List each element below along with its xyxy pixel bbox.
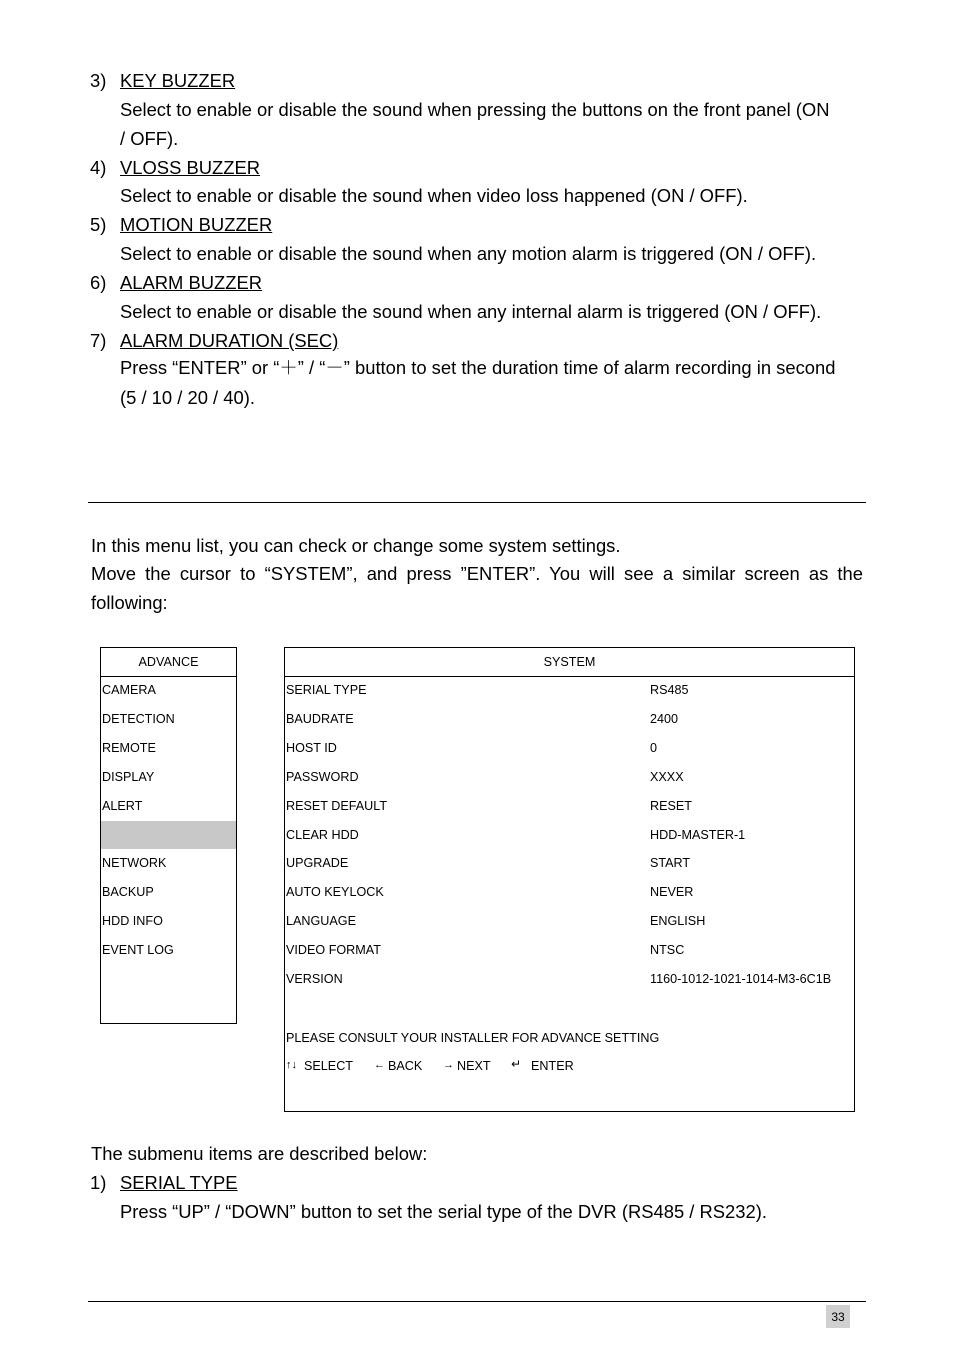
nav-select-label: SELECT <box>304 1059 353 1073</box>
item-title-motion-buzzer: MOTION BUZZER <box>120 214 273 235</box>
item-description: Select to enable or disable the sound when video loss happened (ON / OFF). <box>120 185 748 206</box>
item-description: Select to enable or disable the sound when any internal alarm is triggered (ON / OFF). <box>120 301 822 322</box>
system-menu-title: SYSTEM <box>285 648 854 677</box>
item-number: 1) <box>90 1172 107 1193</box>
advance-menu-item[interactable]: ALERT <box>102 798 143 813</box>
advance-menu-item[interactable]: DETECTION <box>102 711 175 726</box>
item-title-alarm-buzzer: ALARM BUZZER <box>120 272 263 293</box>
item-description: Press “ENTER” or “＋” / “－” button to set the duration time of alarm recording in second <box>120 357 836 378</box>
system-setting-label[interactable]: VERSION <box>286 972 343 986</box>
item-description: / OFF). <box>120 128 179 149</box>
advance-menu-item[interactable]: NETWORK <box>102 856 167 871</box>
item-description: (5 / 10 / 20 / 40). <box>120 387 255 408</box>
advance-menu-item[interactable]: HDD INFO <box>102 914 163 929</box>
item-number: 4) <box>90 157 107 178</box>
advance-menu-title: ADVANCE <box>101 648 236 677</box>
intro-line: Move the cursor to “SYSTEM”, and press ”ENTER”. You will see a similar screen as the <box>91 563 863 584</box>
system-setting-value[interactable]: START <box>650 856 691 871</box>
system-setting-value[interactable]: NTSC <box>650 943 685 958</box>
system-setting-label[interactable]: PASSWORD <box>286 769 359 784</box>
section-divider <box>88 502 866 503</box>
system-setting-label[interactable]: RESET DEFAULT <box>286 798 388 813</box>
enter-key-icon: ↵ <box>511 1057 522 1071</box>
advance-menu-item[interactable]: CAMERA <box>102 683 156 697</box>
system-setting-value[interactable]: NEVER <box>650 885 694 900</box>
system-setting-value[interactable]: RESET <box>650 798 692 813</box>
system-setting-value[interactable]: RS485 <box>650 683 689 697</box>
item-number: 6) <box>90 272 107 293</box>
system-setting-label[interactable]: CLEAR HDD <box>286 827 359 842</box>
advance-menu-item[interactable]: REMOTE <box>102 740 156 755</box>
system-setting-label[interactable]: UPGRADE <box>286 856 349 871</box>
item-number: 7) <box>90 330 107 351</box>
left-arrow-icon: ← <box>374 1059 385 1071</box>
system-setting-value[interactable]: 1160-1012-1021-1014-M3-6C1B <box>650 972 832 986</box>
item-title-alarm-duration: ALARM DURATION (SEC) <box>120 330 339 351</box>
item-title-key-buzzer: KEY BUZZER <box>120 70 236 91</box>
system-setting-value[interactable]: 2400 <box>650 711 679 726</box>
item-number: 5) <box>90 214 107 235</box>
system-setting-label[interactable]: SERIAL TYPE <box>286 683 367 697</box>
item-title-serial-type: SERIAL TYPE <box>120 1172 238 1193</box>
system-setting-value[interactable]: ENGLISH <box>650 914 706 929</box>
item-description: Select to enable or disable the sound when pressing the buttons on the front panel (ON <box>120 99 830 120</box>
submenu-intro: The submenu items are described below: <box>91 1143 428 1164</box>
intro-line: following: <box>91 592 168 613</box>
item-title-vloss-buzzer: VLOSS BUZZER <box>120 157 261 178</box>
nav-next-label: NEXT <box>457 1059 491 1073</box>
system-setting-value[interactable]: XXXX <box>650 769 684 784</box>
intro-line: In this menu list, you can check or change some system settings. <box>91 535 621 556</box>
item-description: Select to enable or disable the sound when any motion alarm is triggered (ON / OFF). <box>120 243 817 264</box>
item-number: 3) <box>90 70 107 91</box>
nav-enter-label: ENTER <box>531 1059 574 1073</box>
footer-divider <box>88 1301 866 1302</box>
advance-menu-item[interactable]: DISPLAY <box>102 769 155 784</box>
item-description: Press “UP” / “DOWN” button to set the serial type of the DVR (RS485 / RS232). <box>120 1201 767 1222</box>
system-setting-label[interactable]: BAUDRATE <box>286 711 354 726</box>
system-setting-label[interactable]: VIDEO FORMAT <box>286 943 381 958</box>
system-setting-label[interactable]: AUTO KEYLOCK <box>286 885 384 900</box>
system-setting-value[interactable]: HDD-MASTER-1 <box>650 827 746 842</box>
system-setting-value[interactable]: 0 <box>650 740 658 755</box>
advance-menu-item[interactable]: EVENT LOG <box>102 943 174 958</box>
right-arrow-icon: → <box>443 1059 454 1071</box>
advance-menu-selected-item[interactable] <box>101 821 236 849</box>
up-down-arrows-icon: ↑↓ <box>286 1059 297 1071</box>
nav-back-label: BACK <box>388 1059 423 1073</box>
page-number: 33 <box>826 1305 850 1328</box>
system-setting-label[interactable]: LANGUAGE <box>286 914 356 929</box>
advance-setting-notice: PLEASE CONSULT YOUR INSTALLER FOR ADVANCE SETTING <box>286 1031 660 1045</box>
advance-menu-item[interactable]: BACKUP <box>102 885 154 900</box>
system-setting-label[interactable]: HOST ID <box>286 740 337 755</box>
